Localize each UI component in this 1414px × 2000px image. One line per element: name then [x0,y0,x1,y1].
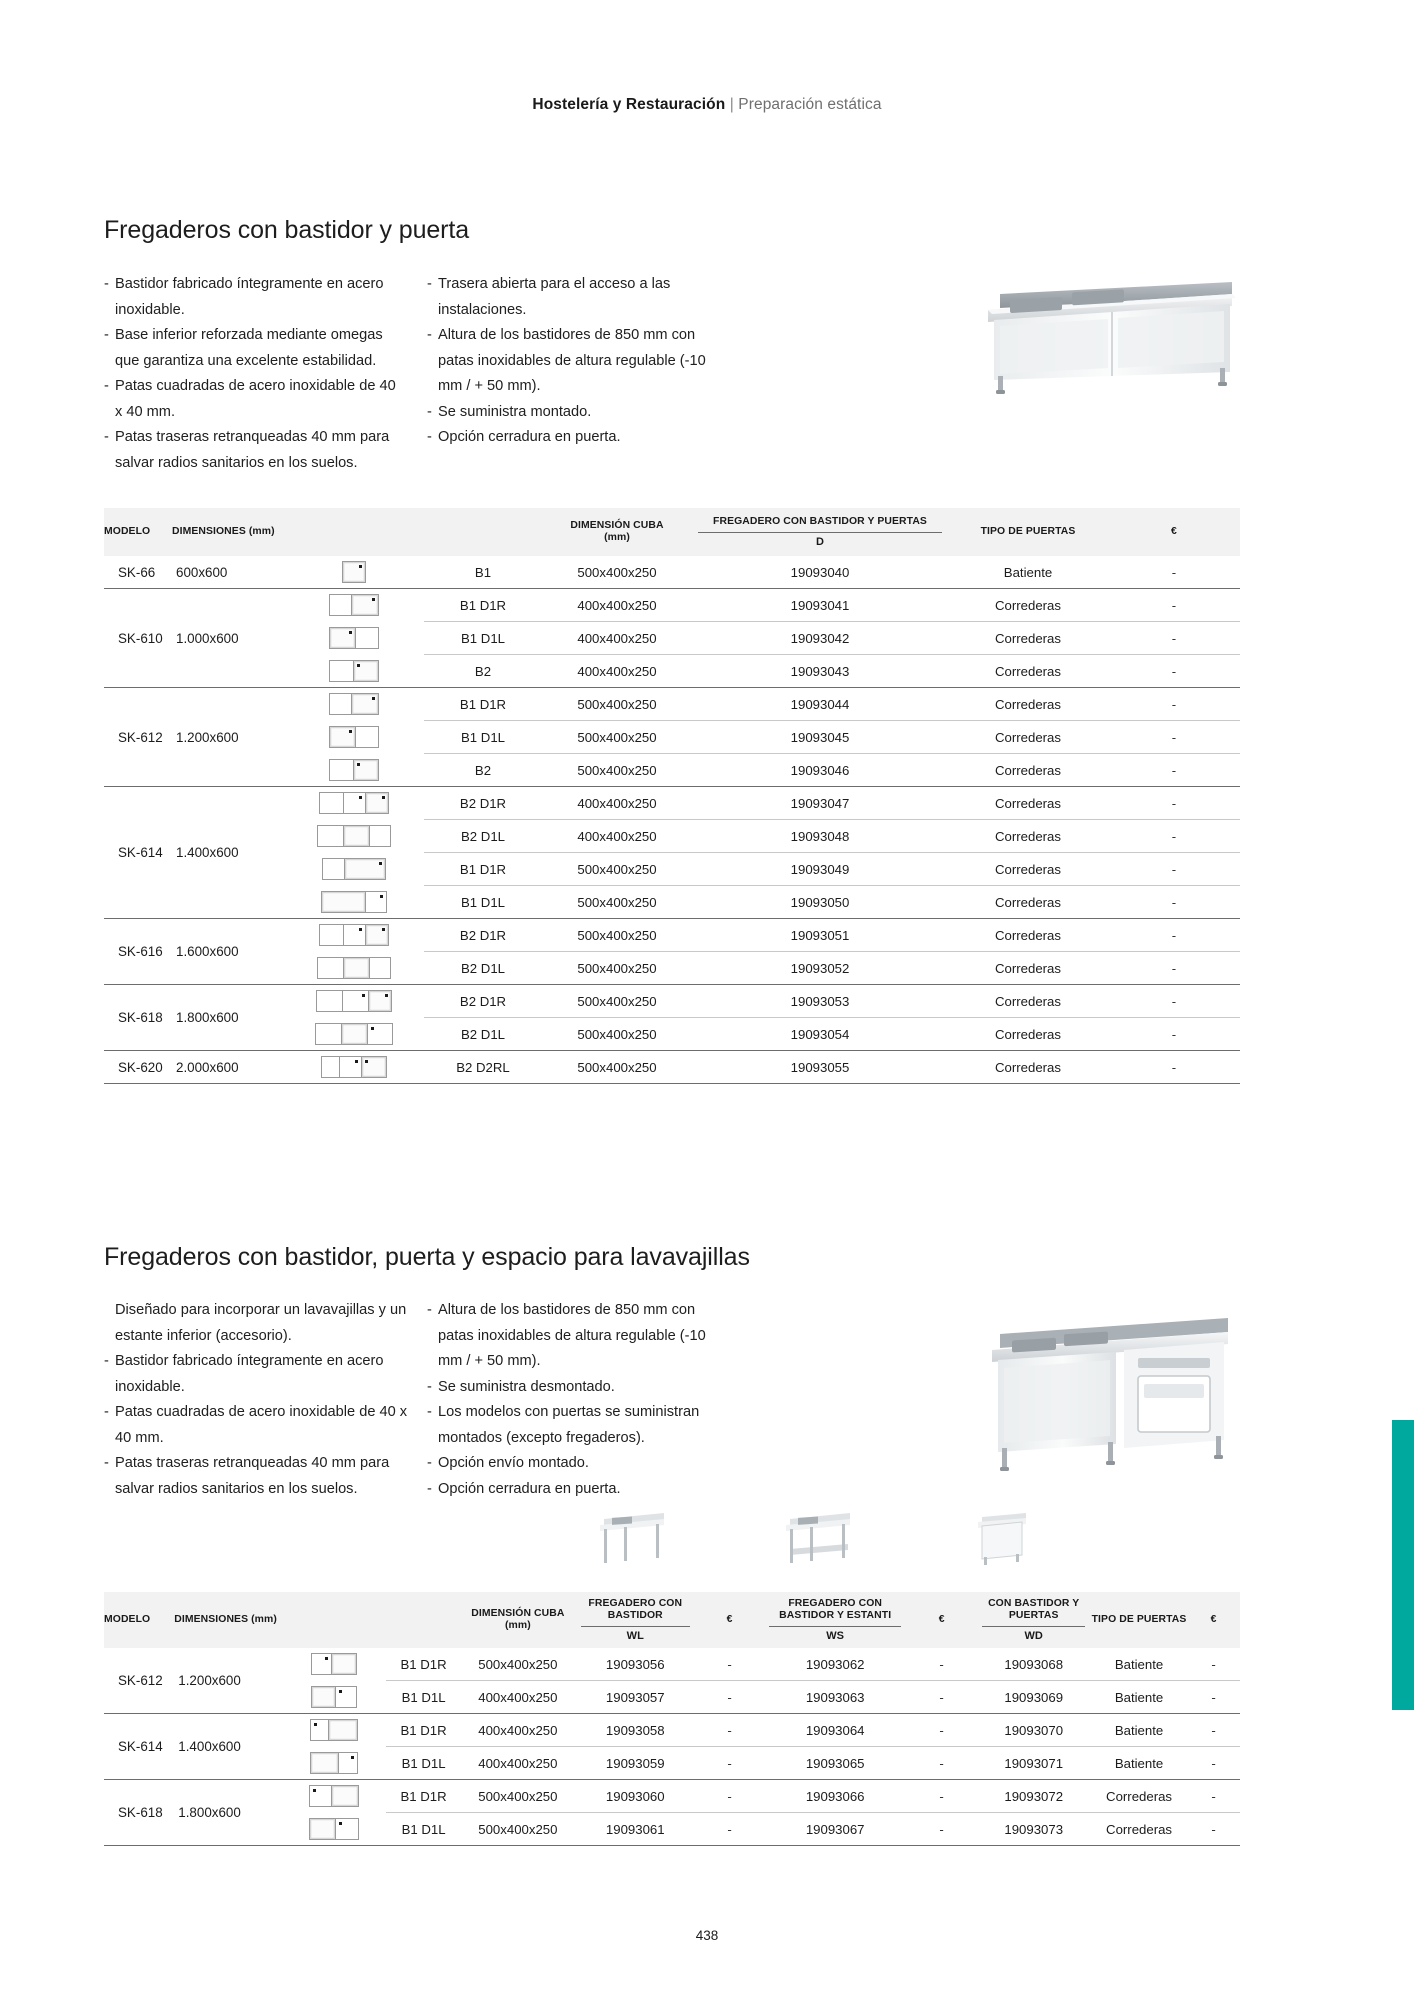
cell-cuba-codigo: B1 D1L [386,1747,461,1780]
header-section: Preparación estática [738,96,882,113]
cell-cuba-codigo: B2 D1L [424,820,542,853]
table-row [104,556,1240,589]
th-group-label: FREGADERO CON BASTIDOR Y PUERTAS [698,516,942,533]
bullet-item: - Patas traseras retranqueadas 40 mm para salvar radios sanitarios en los suelos. [104,1451,409,1502]
cell-ref-ws: 19093065 [763,1747,906,1780]
cell-plan-icon [284,985,424,1018]
cell-plan-icon [282,1714,386,1747]
plan-icon [286,886,422,919]
cell-dimensiones: 600x600 [172,556,284,589]
section-2-title: Fregaderos con bastidor, puerta y espacio para lavavajillas [104,1243,750,1271]
cell-tipo-puertas: Correderas [948,622,1108,655]
cell-plan-icon [282,1813,386,1846]
table-row [104,1714,1240,1747]
plan-icon [284,1648,384,1681]
cell-tipo-puertas: Correderas [948,787,1108,820]
cell-referencia: 19093054 [692,1018,948,1051]
cell-ref-wd: 19093070 [976,1714,1091,1747]
cell-dimension-cuba: 400x400x250 [542,787,692,820]
cell-dimension-cuba: 500x400x250 [542,1018,692,1051]
bullet-item: - Los modelos con puertas se suministran montados (excepto fregaderos). [427,1400,727,1451]
cell-tipo-puertas: Correderas [948,919,1108,952]
th2-group-wl-label: FREGADERO CON BASTIDOR [581,1598,690,1627]
cell-cuba-codigo: B1 D1R [424,589,542,622]
cell-cuba-codigo: B1 D1R [424,853,542,886]
section-2-bullets-right [427,1298,727,1502]
cell-referencia: 19093050 [692,886,948,919]
cell-precio: - [1108,721,1240,754]
intro-text: Diseñado para incorporar un lavavajillas y un estante inferior (accesorio). [115,1302,407,1344]
cell-precio-wl: - [696,1780,764,1813]
cell-ref-ws: 19093066 [763,1780,906,1813]
cell-dimensiones: 1.600x600 [172,919,284,985]
table-row [104,985,1240,1018]
cell-precio-wl: - [696,1681,764,1714]
cell-tipo-puertas: Batiente [1091,1648,1187,1681]
th2-group-wd-code: WD [1024,1629,1043,1642]
cell-referencia: 19093045 [692,721,948,754]
plan-icon [286,787,422,820]
cell-ref-wd: 19093072 [976,1780,1091,1813]
cell-dimension-cuba: 500x400x250 [542,688,692,721]
table-row [104,1648,1240,1681]
bullet-item: - Patas cuadradas de acero inoxidable de 40 x 40 mm. [104,374,404,425]
cell-plan-icon [284,1051,424,1084]
cell-plan-icon [284,721,424,754]
cell-plan-icon [284,919,424,952]
cell-dimension-cuba: 500x400x250 [542,886,692,919]
cell-plan-icon [284,655,424,688]
cell-precio: - [1108,1018,1240,1051]
plan-icon [286,721,422,754]
header-brand: Hostelería y Restauración [532,96,726,113]
cell-referencia: 19093044 [692,688,948,721]
table1-body [104,556,1240,1084]
section-1-bullets-left [104,272,404,476]
cell-ref-wl: 19093059 [575,1747,696,1780]
bullet-item: - Trasera abierta para el acceso a las instalaciones. [427,272,727,323]
cell-dimensiones: 1.800x600 [172,985,284,1051]
cell-dimension-cuba: 400x400x250 [461,1681,575,1714]
cell-referencia: 19093052 [692,952,948,985]
th2-euro-wl: € [696,1592,764,1648]
cell-cuba-codigo: B1 D1L [386,1681,461,1714]
cell-ref-wl: 19093056 [575,1648,696,1681]
plan-icon [284,1813,384,1846]
cell-referencia: 19093043 [692,655,948,688]
cell-ref-wl: 19093061 [575,1813,696,1846]
plan-icon [284,1780,384,1813]
plan-icon [286,754,422,787]
cell-tipo-puertas: Correderas [948,655,1108,688]
plan-icon [286,853,422,886]
cell-ref-ws: 19093067 [763,1813,906,1846]
th2-group-wd-label: CON BASTIDOR Y PUERTAS [982,1598,1085,1627]
cell-dimensiones: 1.400x600 [172,787,284,919]
cell-dimension-cuba: 500x400x250 [542,721,692,754]
cell-tipo-puertas: Batiente [948,556,1108,589]
cell-referencia: 19093049 [692,853,948,886]
section-1-bullets-right [427,272,727,451]
cell-precio-wd: - [1187,1780,1240,1813]
cell-cuba-codigo: B1 D1R [386,1648,461,1681]
cell-plan-icon [282,1780,386,1813]
cell-dimension-cuba: 400x400x250 [461,1714,575,1747]
cell-cuba-codigo: B1 D1R [424,688,542,721]
plan-icon [286,1018,422,1051]
cell-plan-icon [284,853,424,886]
cell-ref-wl: 19093060 [575,1780,696,1813]
cell-dimension-cuba: 500x400x250 [461,1648,575,1681]
plan-icon [284,1714,384,1747]
cell-dimensiones: 2.000x600 [172,1051,284,1084]
cell-dimension-cuba: 500x400x250 [542,952,692,985]
cell-precio: - [1108,853,1240,886]
bullet-item: - Se suministra desmontado. [427,1375,727,1401]
cell-precio-wd: - [1187,1648,1240,1681]
cell-precio-wl: - [696,1813,764,1846]
plan-icon [284,1681,384,1714]
th2-icono [282,1592,386,1648]
cell-plan-icon [284,754,424,787]
cell-precio: - [1108,952,1240,985]
cell-tipo-puertas: Correderas [948,820,1108,853]
table-row [104,589,1240,622]
th2-group-ws [763,1592,906,1648]
cell-referencia: 19093053 [692,985,948,1018]
cell-precio: - [1108,1051,1240,1084]
cell-cuba-codigo: B2 D2RL [424,1051,542,1084]
cell-tipo-puertas: Correderas [948,589,1108,622]
plan-icon [284,1747,384,1780]
th2-group-ws-code: WS [826,1629,845,1642]
cell-precio-wd: - [1187,1714,1240,1747]
cell-cuba-codigo: B2 [424,655,542,688]
cell-precio-wd: - [1187,1813,1240,1846]
cell-tipo-puertas: Correderas [948,721,1108,754]
cell-modelo: SK-66 [104,556,172,589]
cell-referencia: 19093041 [692,589,948,622]
cell-modelo: SK-612 [104,1648,174,1714]
th2-euro-ws: € [907,1592,977,1648]
cell-tipo-puertas: Batiente [1091,1681,1187,1714]
cell-precio-ws: - [907,1714,977,1747]
cell-dimension-cuba: 500x400x250 [542,1051,692,1084]
cell-precio: - [1108,556,1240,589]
cell-plan-icon [284,1018,424,1051]
bullet-item: - Base inferior reforzada mediante omegas que garantiza una excelente estabilidad. [104,323,404,374]
bullet-item: - Opción cerradura en puerta. [427,425,727,451]
product-photo-sink-with-doors [980,276,1242,396]
cell-dimension-cuba: 400x400x250 [542,589,692,622]
cell-cuba-codigo: B2 D1R [424,919,542,952]
cell-cuba-codigo: B2 D1L [424,952,542,985]
cell-precio-ws: - [907,1747,977,1780]
cell-ref-wd: 19093073 [976,1813,1091,1846]
table-fregaderos-bastidor-puerta [104,508,1240,1084]
cell-dimension-cuba: 500x400x250 [542,754,692,787]
cell-dimension-cuba: 500x400x250 [542,853,692,886]
th-precio-euro: € [1108,508,1240,556]
cell-cuba-codigo: B1 D1R [386,1780,461,1813]
cell-ref-ws: 19093062 [763,1648,906,1681]
cell-referencia: 19093040 [692,556,948,589]
cell-precio: - [1108,622,1240,655]
plan-icon [286,952,422,985]
th2-dimensiones: DIMENSIONES (mm) [174,1592,282,1648]
page-number: 438 [695,1928,719,1943]
bullet-item: - Bastidor fabricado íntegramente en acero inoxidable. [104,272,404,323]
thumb-con-bastidor-y-puertas [968,1505,1046,1567]
th2-modelo: MODELO [104,1592,174,1648]
cell-modelo: SK-614 [104,1714,174,1780]
th2-group-wl [575,1592,696,1648]
bullet-item: - Opción cerradura en puerta. [427,1477,727,1503]
cell-ref-ws: 19093064 [763,1714,906,1747]
table-row [104,1780,1240,1813]
plan-icon [286,919,422,952]
cell-tipo-puertas: Batiente [1091,1714,1187,1747]
cell-cuba-codigo: B1 D1R [386,1714,461,1747]
cell-ref-wl: 19093058 [575,1714,696,1747]
cell-precio-wd: - [1187,1747,1240,1780]
plan-icon [286,556,422,588]
cell-cuba-codigo: B2 [424,754,542,787]
table-row [104,919,1240,952]
cell-tipo-puertas: Correderas [1091,1780,1187,1813]
cell-tipo-puertas: Correderas [948,1018,1108,1051]
plan-icon [286,1051,422,1083]
cell-plan-icon [284,886,424,919]
cell-dimension-cuba: 400x400x250 [542,820,692,853]
th-tipo-puertas: TIPO DE PUERTAS [948,508,1108,556]
cell-referencia: 19093042 [692,622,948,655]
cell-referencia: 19093051 [692,919,948,952]
cell-dimensiones: 1.000x600 [172,589,284,688]
cell-dimension-cuba: 400x400x250 [542,622,692,655]
cell-cuba-codigo: B2 D1R [424,985,542,1018]
cell-dimension-cuba: 500x400x250 [542,919,692,952]
cell-dimensiones: 1.200x600 [174,1648,282,1714]
cell-plan-icon [284,787,424,820]
product-photo-sink-dishwasher-space [988,1312,1238,1484]
bullet-item: - Opción envío montado. [427,1451,727,1477]
cell-cuba-codigo: B1 D1L [424,622,542,655]
plan-icon [286,985,422,1018]
cell-modelo: SK-614 [104,787,172,919]
section-2-bullets-left [104,1298,409,1502]
cell-precio: - [1108,688,1240,721]
cell-precio-ws: - [907,1813,977,1846]
cell-cuba-codigo: B1 [424,556,542,589]
cell-precio-ws: - [907,1780,977,1813]
th-dimension-cuba-unit: (mm) [604,532,630,543]
cell-plan-icon [282,1648,386,1681]
th2-dimension-cuba [461,1592,575,1648]
th-cuba-codigo [424,508,542,556]
cell-ref-wd: 19093069 [976,1681,1091,1714]
thumb-fregadero-con-bastidor-y-estante [782,1505,860,1567]
bullet-item: - Patas cuadradas de acero inoxidable de 40 x 40 mm. [104,1400,409,1451]
cell-referencia: 19093046 [692,754,948,787]
cell-dimension-cuba: 500x400x250 [542,985,692,1018]
th2-tipo-puertas: TIPO DE PUERTAS [1091,1592,1187,1648]
cell-precio-ws: - [907,1648,977,1681]
cell-modelo: SK-620 [104,1051,172,1084]
thumb-fregadero-con-bastidor [596,1505,674,1567]
cell-dimensiones: 1.200x600 [172,688,284,787]
plan-icon [286,622,422,655]
cell-dimension-cuba: 500x400x250 [542,556,692,589]
cell-tipo-puertas: Correderas [1091,1813,1187,1846]
cell-dimensiones: 1.400x600 [174,1714,282,1780]
header-separator: | [729,96,734,113]
cell-tipo-puertas: Correderas [948,985,1108,1018]
running-header [0,96,1414,114]
cell-plan-icon [284,589,424,622]
cell-plan-icon [282,1747,386,1780]
cell-dimension-cuba: 500x400x250 [461,1813,575,1846]
th2-dimension-cuba-unit: (mm) [504,1620,531,1631]
cell-plan-icon [284,556,424,589]
bullet-item: - Patas traseras retranqueadas 40 mm para salvar radios sanitarios en los suelos. [104,425,404,476]
cell-referencia: 19093047 [692,787,948,820]
th2-cuba-codigo [386,1592,461,1648]
th2-dimension-cuba-label: DIMENSIÓN CUBA [471,1607,565,1619]
cell-dimensiones: 1.800x600 [174,1780,282,1846]
table2-body [104,1648,1240,1846]
plan-icon [286,820,422,853]
th-dimensiones: DIMENSIONES (mm) [172,508,284,556]
th2-group-wl-code: WL [626,1629,644,1642]
th2-euro-wd: € [1187,1592,1240,1648]
cell-precio-wl: - [696,1714,764,1747]
cell-precio: - [1108,589,1240,622]
cell-dimension-cuba: 400x400x250 [461,1747,575,1780]
cell-tipo-puertas: Correderas [948,754,1108,787]
th-dimension-cuba-label: DIMENSIÓN CUBA [570,519,664,531]
cell-tipo-puertas: Batiente [1091,1747,1187,1780]
section-1-title: Fregaderos con bastidor y puerta [104,216,470,244]
table-fregaderos-espacio-lavavajillas [104,1592,1240,1846]
plan-icon [286,688,422,721]
plan-icon [286,655,422,688]
cell-tipo-puertas: Correderas [948,1051,1108,1084]
cell-tipo-puertas: Correderas [948,853,1108,886]
th-modelo: MODELO [104,508,172,556]
cell-precio: - [1108,820,1240,853]
cell-tipo-puertas: Correderas [948,952,1108,985]
cell-ref-ws: 19093063 [763,1681,906,1714]
cell-referencia: 19093055 [692,1051,948,1084]
cell-precio-ws: - [907,1681,977,1714]
cell-precio: - [1108,787,1240,820]
bullet-item: - Bastidor fabricado íntegramente en acero inoxidable. [104,1349,409,1400]
cell-plan-icon [284,688,424,721]
cell-precio-wl: - [696,1747,764,1780]
cell-ref-wd: 19093068 [976,1648,1091,1681]
cell-ref-wl: 19093057 [575,1681,696,1714]
table-row [104,1051,1240,1084]
bullet-item: - Altura de los bastidores de 850 mm con patas inoxidables de altura regulable (-10 mm / + 50 mm). [427,323,727,400]
th-group-code: D [815,535,825,548]
cell-plan-icon [284,622,424,655]
cell-cuba-codigo: B1 D1L [424,721,542,754]
cell-cuba-codigo: B2 D1R [424,787,542,820]
th2-group-wd [976,1592,1091,1648]
th2-group-ws-label: FREGADERO CON BASTIDOR Y ESTANTI [769,1598,900,1627]
cell-tipo-puertas: Correderas [948,886,1108,919]
th-icono [284,508,424,556]
cell-referencia: 19093048 [692,820,948,853]
cell-cuba-codigo: B2 D1L [424,1018,542,1051]
cell-plan-icon [284,820,424,853]
cell-ref-wd: 19093071 [976,1747,1091,1780]
cell-plan-icon [282,1681,386,1714]
cell-precio: - [1108,655,1240,688]
cell-cuba-codigo: B1 D1L [386,1813,461,1846]
section-color-tab [1392,1420,1414,1710]
cell-precio: - [1108,754,1240,787]
cell-modelo: SK-616 [104,919,172,985]
th-dimension-cuba [542,508,692,556]
cell-dimension-cuba: 500x400x250 [461,1780,575,1813]
cell-cuba-codigo: B1 D1L [424,886,542,919]
bullet-item: - Altura de los bastidores de 850 mm con patas inoxidables de altura regulable (-10 mm / + 50 mm). [427,1298,727,1375]
cell-precio: - [1108,919,1240,952]
th-group-bastidor-puertas [692,508,948,556]
bullet-item: - Se suministra montado. [427,400,727,426]
cell-modelo: SK-610 [104,589,172,688]
cell-dimension-cuba: 400x400x250 [542,655,692,688]
cell-modelo: SK-618 [104,1780,174,1846]
cell-modelo: SK-618 [104,985,172,1051]
table-row [104,688,1240,721]
cell-precio-wd: - [1187,1681,1240,1714]
cell-plan-icon [284,952,424,985]
cell-precio: - [1108,886,1240,919]
plan-icon [286,589,422,622]
cell-precio-wl: - [696,1648,764,1681]
cell-tipo-puertas: Correderas [948,688,1108,721]
cell-precio: - [1108,985,1240,1018]
cell-modelo: SK-612 [104,688,172,787]
table-row [104,787,1240,820]
